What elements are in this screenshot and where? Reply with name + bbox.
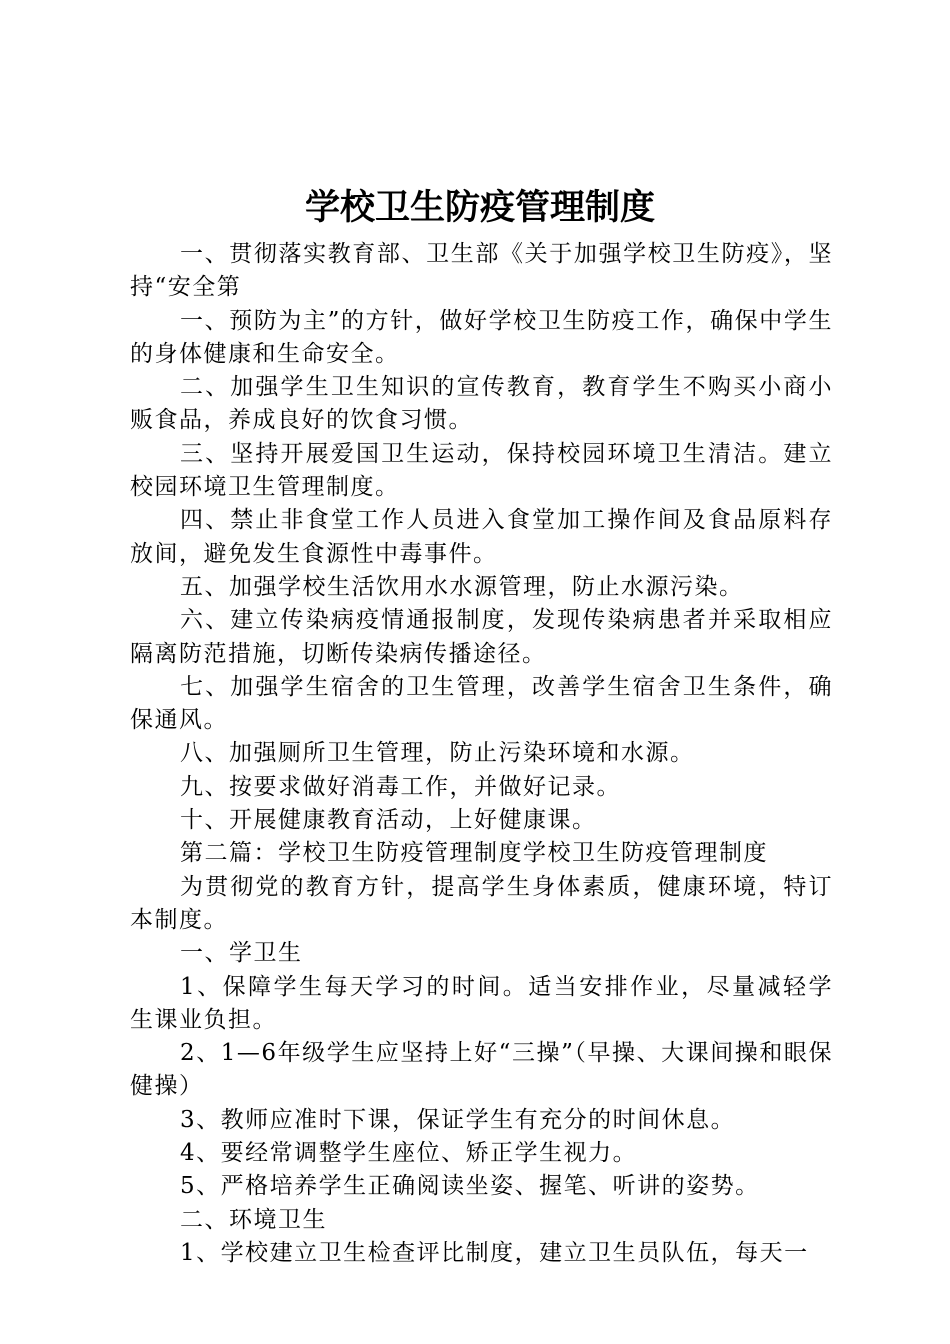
section-heading: 一、学卫生 [180, 940, 303, 967]
paragraph: 一、贯彻落实教育部、卫生部《关于加强学校卫生防疫》，坚持“安全第 [130, 241, 833, 301]
paragraph: 三、坚持开展爱国卫生运动，保持校园环境卫生清洁。建立校园环境卫生管理制度。 [130, 440, 833, 501]
document-title: 学校卫生防疫管理制度 [304, 187, 655, 228]
section-heading: 二、环境卫生 [180, 1206, 327, 1233]
paragraph: 六、建立传染病疫情通报制度，发现传染病患者并采取相应隔离防范措施，切断传染病传播途径。 [130, 607, 833, 667]
paragraph: 四、禁止非食堂工作人员进入食堂加工操作间及食品原料存放间，避免发生食源性中毒事件。 [130, 507, 833, 567]
document-body [130, 238, 833, 1270]
paragraph: 2、1—6年级学生应坚持上好“三操”（早操、大课间操和眼保健操） [130, 1040, 833, 1100]
paragraph: 为贯彻党的教育方针，提高学生身体素质，健康环境，特订本制度。 [130, 873, 833, 933]
paragraph: 十、开展健康教育活动，上好健康课。 [180, 807, 597, 834]
paragraph: 4、要经常调整学生座位、矫正学生视力。 [180, 1140, 638, 1167]
paragraph: 一、预防为主”的方针，做好学校卫生防疫工作，确保中学生的身体健康和生命安全。 [130, 307, 833, 367]
paragraph: 3、教师应准时下课，保证学生有充分的时间休息。 [180, 1106, 736, 1133]
paragraph: 1、保障学生每天学习的时间。适当安排作业，尽量减轻学生课业负担。 [130, 973, 833, 1033]
paragraph: 1、学校建立卫生检查评比制度，建立卫生员队伍，每天一 [180, 1239, 809, 1266]
paragraph: 五、加强学校生活饮用水水源管理，防止水源污染。 [180, 573, 744, 600]
paragraph: 七、加强学生宿舍的卫生管理，改善学生宿舍卫生条件，确保通风。 [130, 673, 833, 734]
paragraph: 二、加强学生卫生知识的宣传教育，教育学生不购买小商小贩食品，养成良好的饮食习惯。 [130, 374, 833, 434]
paragraph: 八、加强厕所卫生管理，防止污染环境和水源。 [180, 740, 695, 767]
paragraph: 5、严格培养学生正确阅读坐姿、握笔、听讲的姿势。 [180, 1173, 760, 1200]
paragraph: 九、按要求做好消毒工作，并做好记录。 [180, 773, 621, 800]
section-heading: 第二篇：学校卫生防疫管理制度学校卫生防疫管理制度 [180, 840, 768, 867]
